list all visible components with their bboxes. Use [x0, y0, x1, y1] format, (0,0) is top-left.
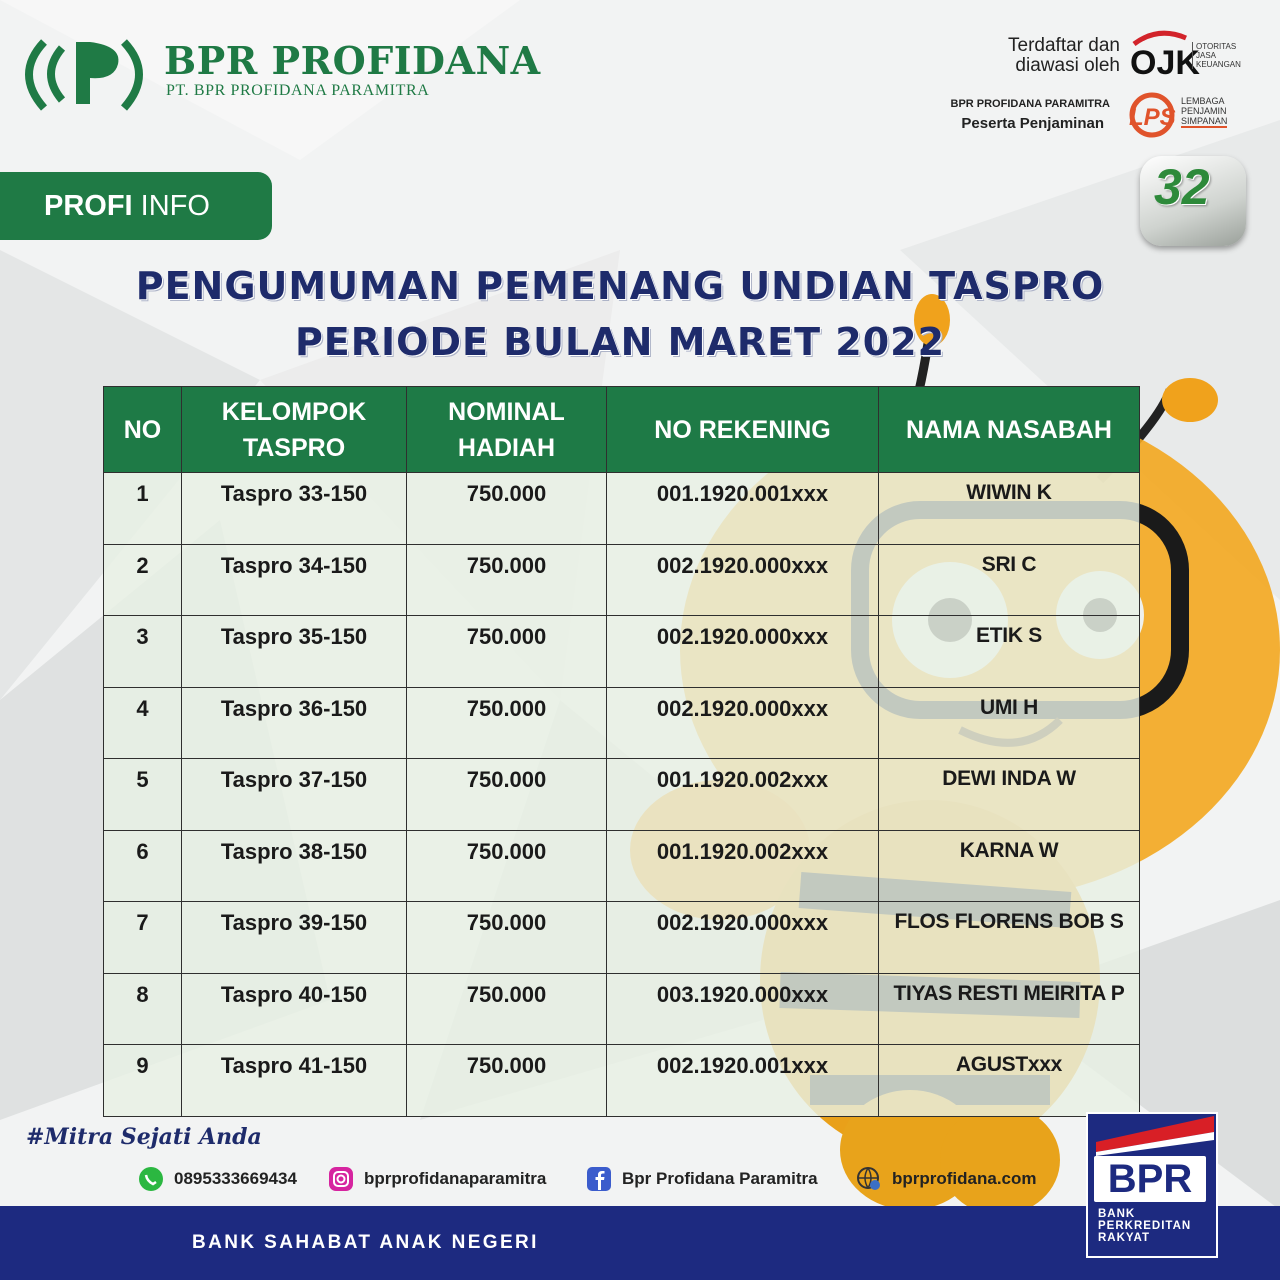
ojk-line1: Terdaftar dan: [1008, 35, 1120, 56]
cell-nama: AGUSTxxx: [879, 1045, 1140, 1117]
cell-rekening: 002.1920.000xxx: [607, 616, 879, 688]
cell-no: 5: [104, 759, 182, 831]
footer-slogan: BANK SAHABAT ANAK NEGERI: [192, 1232, 539, 1253]
cell-nama: ETIK S: [879, 616, 1140, 688]
facebook-icon: [586, 1166, 612, 1192]
cell-rekening: 003.1920.000xxx: [607, 973, 879, 1045]
table-row: [104, 544, 1140, 616]
cell-nominal: 750.000: [407, 1045, 607, 1117]
svg-text:OJK: OJK: [1130, 44, 1200, 82]
cell-rekening: 002.1920.000xxx: [607, 544, 879, 616]
bpr-caption-line2: PERKREDITAN: [1098, 1220, 1192, 1232]
cell-nama: WIWIN K: [879, 473, 1140, 545]
bpr-flag-icon: [1086, 1112, 1218, 1152]
ojk-text: [1008, 36, 1120, 76]
cell-nama: SRI C: [879, 544, 1140, 616]
cell-no: 3: [104, 616, 182, 688]
section-tab: [0, 172, 272, 240]
cell-nominal: 750.000: [407, 616, 607, 688]
whatsapp-icon: [138, 1166, 164, 1192]
header-kelompok-line1: KELOMPOK: [221, 397, 367, 426]
ojk-logo-icon: [1128, 30, 1200, 82]
page-title-line1: PENGUMUMAN PEMENANG UNDIAN TASPRO: [135, 264, 1105, 308]
cell-no: 1: [104, 473, 182, 545]
table-row: [104, 473, 1140, 545]
whatsapp-contact[interactable]: [138, 1166, 297, 1192]
cell-nominal: 750.000: [407, 473, 607, 545]
website-contact[interactable]: [856, 1166, 1037, 1192]
cell-no: 6: [104, 830, 182, 902]
cell-nama: DEWI INDA W: [879, 759, 1140, 831]
bpr-caption-line1: BANK: [1098, 1208, 1136, 1220]
whatsapp-number: 0895333669434: [174, 1169, 297, 1188]
cell-no: 2: [104, 544, 182, 616]
cell-nama: FLOS FLORENS BOB S: [879, 902, 1140, 974]
table-row: [104, 1045, 1140, 1117]
cell-nominal: 750.000: [407, 830, 607, 902]
cell-rekening: 001.1920.001xxx: [607, 473, 879, 545]
cell-rekening: 001.1920.002xxx: [607, 759, 879, 831]
header-rekening: NO REKENING: [607, 387, 879, 473]
header-kelompok: [182, 387, 407, 473]
cell-nama: KARNA W: [879, 830, 1140, 902]
header-kelompok-line2: TASPRO: [242, 433, 346, 462]
facebook-contact[interactable]: [586, 1166, 818, 1192]
brand-subtitle: PT. BPR PROFIDANA PARAMITRA: [166, 82, 430, 99]
lps-small3: SIMPANAN: [1181, 116, 1228, 126]
table-row: [104, 616, 1140, 688]
cell-nama: TIYAS RESTI MEIRITA P: [879, 973, 1140, 1045]
cell-kelompok: Taspro 36-150: [182, 687, 407, 759]
header-nama: NAMA NASABAH: [879, 387, 1140, 473]
cell-rekening: 001.1920.002xxx: [607, 830, 879, 902]
cell-kelompok: Taspro 40-150: [182, 973, 407, 1045]
cell-nominal: 750.000: [407, 973, 607, 1045]
svg-text:LPS: LPS: [1129, 104, 1176, 131]
contact-bar: [138, 1166, 1078, 1196]
instagram-handle: bprprofidanaparamitra: [364, 1169, 547, 1188]
cell-no: 7: [104, 902, 182, 974]
table-row: [104, 973, 1140, 1045]
cell-no: 9: [104, 1045, 182, 1117]
cell-kelompok: Taspro 41-150: [182, 1045, 407, 1117]
cell-no: 4: [104, 687, 182, 759]
bpr-profidana-emblem-icon: [14, 34, 144, 114]
ojk-fullname: [1192, 42, 1241, 69]
bpr-caption-line3: RAKYAT: [1098, 1232, 1151, 1244]
ojk-small1: OTORITAS: [1196, 42, 1237, 51]
cell-nominal: 750.000: [407, 902, 607, 974]
anniversary-number: 32: [1154, 159, 1210, 215]
cell-kelompok: Taspro 39-150: [182, 902, 407, 974]
lps-small2: PENJAMIN: [1181, 106, 1227, 116]
section-tab-rest: INFO: [132, 190, 210, 222]
table-header-row: [104, 387, 1140, 473]
table-row: [104, 687, 1140, 759]
cell-rekening: 002.1920.000xxx: [607, 902, 879, 974]
tagline: #Mitra Sejati Anda: [26, 1124, 262, 1150]
cell-nama: UMI H: [879, 687, 1140, 759]
lps-member-name: BPR PROFIDANA PARAMITRA: [950, 98, 1110, 110]
brand-logo: [14, 34, 554, 114]
cell-no: 8: [104, 973, 182, 1045]
ojk-small3: KEUANGAN: [1196, 60, 1241, 69]
cell-nominal: 750.000: [407, 759, 607, 831]
cell-kelompok: Taspro 38-150: [182, 830, 407, 902]
cell-nominal: 750.000: [407, 687, 607, 759]
lps-fullname: [1181, 96, 1227, 128]
brand-name: BPR PROFIDANA: [164, 38, 541, 83]
bpr-logo-text: BPR: [1094, 1156, 1206, 1202]
website-url: bprprofidana.com: [892, 1169, 1037, 1188]
ojk-line2: diawasi oleh: [1015, 55, 1120, 76]
cell-kelompok: Taspro 35-150: [182, 616, 407, 688]
header-nominal-line1: NOMINAL: [448, 397, 565, 426]
lps-small1: LEMBAGA: [1181, 96, 1225, 106]
header-no: NO: [104, 387, 182, 473]
lps-member-status: Peserta Penjaminan: [961, 115, 1104, 132]
instagram-icon: [328, 1166, 354, 1192]
lps-logo-icon: [1124, 92, 1180, 138]
table-row: [104, 830, 1140, 902]
table-row: [104, 759, 1140, 831]
anniversary-badge: [1140, 156, 1246, 246]
bpr-logo: [1086, 1112, 1218, 1258]
cell-kelompok: Taspro 34-150: [182, 544, 407, 616]
ojk-registration: [960, 30, 1260, 90]
table-row: [104, 902, 1140, 974]
page-title-line2: PERIODE BULAN MARET 2022: [294, 320, 946, 364]
cell-kelompok: Taspro 33-150: [182, 473, 407, 545]
lps-membership: [950, 92, 1250, 142]
facebook-page: Bpr Profidana Paramitra: [622, 1169, 818, 1188]
section-tab-bold: PROFI: [44, 190, 133, 222]
cell-rekening: 002.1920.000xxx: [607, 687, 879, 759]
globe-icon: [856, 1166, 882, 1192]
bpr-logo-caption: [1098, 1208, 1191, 1244]
header-nominal: [407, 387, 607, 473]
ojk-small2: JASA: [1196, 51, 1217, 60]
cell-kelompok: Taspro 37-150: [182, 759, 407, 831]
instagram-contact[interactable]: [328, 1166, 546, 1192]
cell-rekening: 002.1920.001xxx: [607, 1045, 879, 1117]
winners-table: [103, 386, 1140, 1117]
cell-nominal: 750.000: [407, 544, 607, 616]
header-nominal-line2: HADIAH: [457, 433, 556, 462]
